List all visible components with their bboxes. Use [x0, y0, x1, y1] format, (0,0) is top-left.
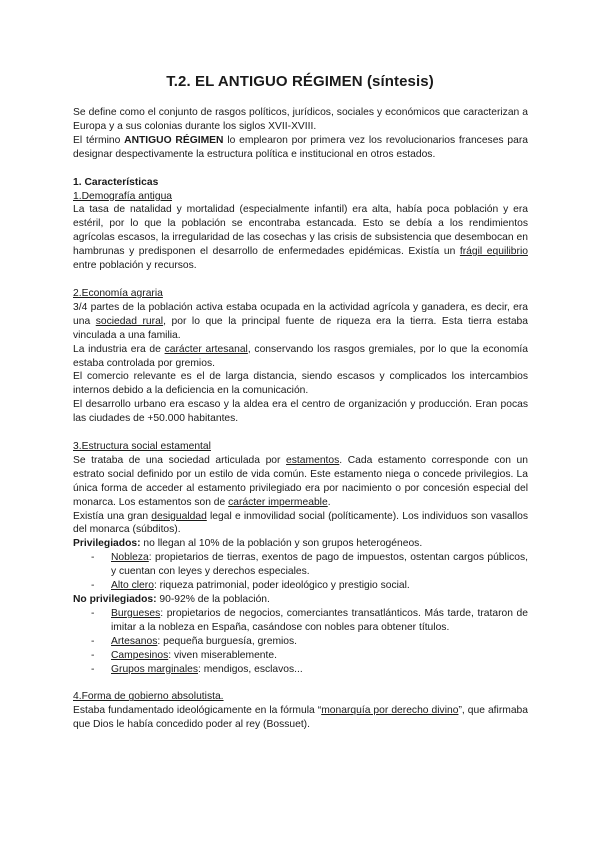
- estructura-paragraph-2: [73, 510, 528, 538]
- antiguo-regimen-term: ANTIGUO RÉGIMEN: [124, 134, 224, 146]
- list-item: [91, 579, 528, 593]
- underlined-term: estamentos: [286, 454, 340, 466]
- text-run: Existía una gran: [73, 510, 152, 522]
- list-item-term: Artesanos: [111, 635, 158, 647]
- text-run: legal e inmovilidad social (políticamente). Los individuos son vasallos del monarca (súbditos).: [73, 510, 528, 536]
- page-title: T.2. EL ANTIGUO RÉGIMEN (síntesis): [166, 73, 434, 90]
- document-body: [73, 106, 528, 732]
- text-run: El término: [73, 134, 125, 146]
- economia-paragraph-3: El comercio relevante es el de larga distancia, siendo escasos y complicados los intercambios internos debido a la deficiencia en la comunicación.: [73, 371, 528, 397]
- list-item-term: Grupos marginales: [111, 663, 198, 675]
- subheading-economia: 2.Economía agraria: [73, 287, 163, 299]
- economia-paragraph-2: [73, 343, 528, 371]
- text-run: , conservando los rasgos gremiales, por lo que la economía estaba controlada por gremios.: [73, 343, 528, 369]
- section-heading-caracteristicas: 1. Características: [73, 176, 159, 188]
- list-item-term: Campesinos: [111, 649, 169, 661]
- intro-paragraph-2: [73, 134, 528, 162]
- list-item-term: Alto clero: [111, 580, 154, 592]
- text-run: . Cada estamento corresponde con un estrato social definido por un estilo de vida común. Este estamento niega o concede privilegios. La única forma de acceder al estamento privilegiado era por nacimiento o por concesión especial del monarca. Los estamentos son de: [73, 454, 528, 508]
- list-item: [91, 551, 528, 579]
- list-item-text: : mendigos, esclavos...: [198, 663, 303, 675]
- list-item-text: : viven miserablemente.: [168, 649, 277, 661]
- list-item: [91, 649, 528, 663]
- privilegiados-list: [73, 551, 528, 593]
- list-item: [91, 663, 528, 677]
- text-run: , por lo que la principal fuente de riqueza era la tierra. Esta tierra estaba vinculada a una familia.: [73, 315, 528, 341]
- list-item-text: : riqueza patrimonial, poder ideológico y prestigio social.: [153, 580, 410, 592]
- text-run: La tasa de natalidad y mortalidad (especialmente infantil) era alta, había poca población y era estéril, por lo que la población se encontraba estancada. Esto se debía a los rendimientos agrícolas escasos, la irregularidad de las cosechas y las crisis de subsistencia que desembocan en hambrunas y predisponen el desarrollo de enfermedades epidémicas. Existía un: [73, 204, 528, 258]
- text-run: La industria era de: [73, 343, 165, 355]
- underlined-term: carácter impermeable: [228, 496, 328, 508]
- economia-paragraph-4: El desarrollo urbano era escaso y la aldea era el centro de organización y producción. Eran pocas las ciudades de +50.000 habitantes.: [73, 399, 528, 425]
- subheading-demografia: 1.Demografía antigua: [73, 190, 173, 202]
- list-item-text: : propietarios de negocios, comerciantes transatlánticos. Más tarde, trataron de imitar a la nobleza en España, casándose con nobles para obtener títulos.: [111, 607, 528, 633]
- list-item: [91, 607, 528, 635]
- underlined-term: desigualdad: [151, 510, 207, 522]
- text-run: Estaba fundamentado ideológicamente en la fórmula “: [73, 705, 322, 717]
- economia-paragraph-1: [73, 301, 528, 343]
- demografia-paragraph: [73, 203, 528, 273]
- text-run: .: [327, 496, 331, 508]
- text-run: 3/4 partes de la población activa estaba ocupada en la actividad agrícola y ganadera, es decir, era una: [73, 301, 528, 327]
- subheading-gobierno: 4.Forma de gobierno absolutista.: [73, 691, 224, 703]
- list-item-term: Nobleza: [111, 552, 149, 564]
- text-run: Se trataba de una sociedad articulada por: [73, 454, 287, 466]
- privilegiados-line: [73, 537, 528, 551]
- list-item-text: : pequeña burguesía, gremios.: [157, 635, 298, 647]
- underlined-term: frágil equilibrio: [459, 246, 528, 258]
- underlined-term: sociedad rural: [95, 315, 164, 327]
- text-run: 90-92% de la población.: [156, 594, 270, 605]
- text-run: no llegan al 10% de la población y son grupos heterogéneos.: [140, 538, 423, 550]
- subheading-estructura: 3.Estructura social estamental: [73, 441, 211, 453]
- estructura-paragraph-1: [73, 454, 528, 510]
- privilegiados-label: Privilegiados:: [73, 538, 141, 550]
- list-item-text: : propietarios de tierras, exentos de pago de impuestos, ostentan cargos públicos, y cuentan con leyes y derechos especiales.: [111, 552, 528, 578]
- text-run: lo emplearon por primera vez los revolucionarios franceses para designar despectivamente la estructura política e institucional en otros estados.: [73, 134, 529, 160]
- underlined-term: monarquía por derecho divino: [321, 705, 459, 717]
- list-item: [91, 635, 528, 649]
- no-privilegiados-line: [73, 593, 528, 607]
- no-privilegiados-label: No privilegiados:: [73, 594, 157, 605]
- text-run: entre población y recursos.: [73, 260, 197, 272]
- list-item-term: Burgueses: [111, 607, 161, 619]
- underlined-term: carácter artesanal: [164, 343, 248, 355]
- gobierno-paragraph: [73, 704, 528, 732]
- text-run: ”, que afirmaba que Dios le había concedido poder al rey (Bossuet).: [73, 705, 529, 731]
- intro-paragraph-1: Se define como el conjunto de rasgos políticos, jurídicos, sociales y económicos que caracterizan a Europa y a sus colonias durante los siglos XVII-XVIII.: [73, 107, 528, 132]
- no-privilegiados-list: [73, 607, 528, 677]
